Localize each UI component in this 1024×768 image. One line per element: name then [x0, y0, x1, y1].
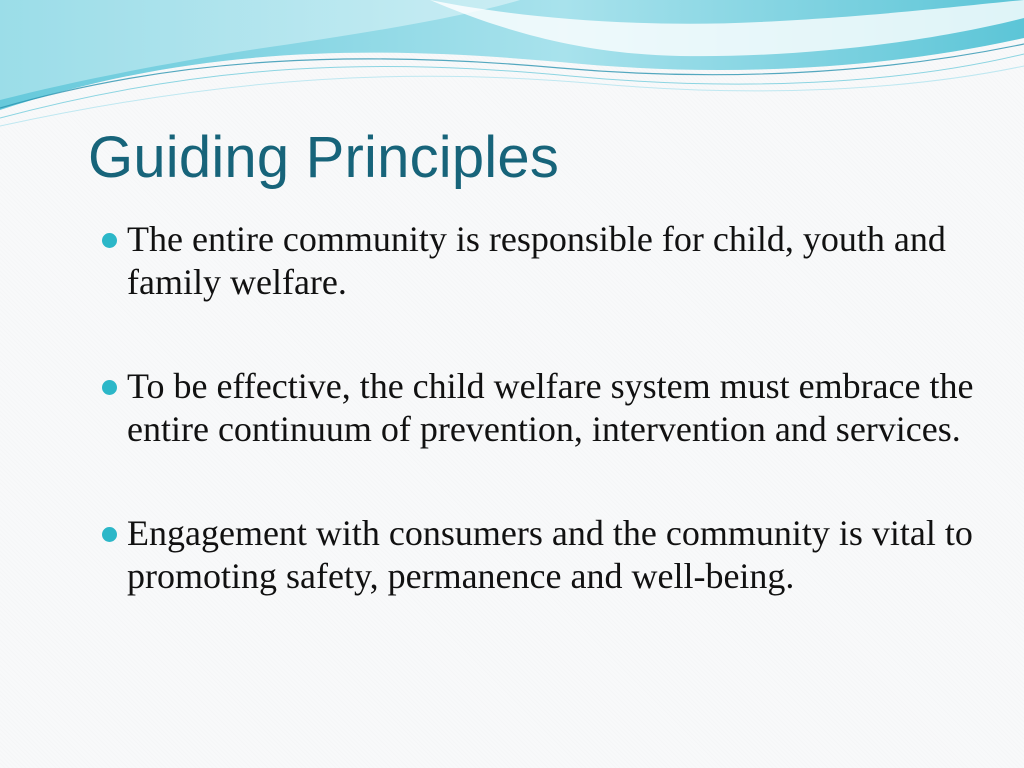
bullet-item [100, 512, 1000, 598]
bullet-text: Engagement with consumers and the community is vital to promoting safety, permanence and well-being. [127, 513, 973, 596]
bullet-list [100, 218, 1000, 598]
bullet-dot-icon [102, 527, 117, 542]
bullet-dot-icon [102, 380, 117, 395]
bullet-item [100, 365, 1000, 451]
decorative-wave-banner [0, 0, 1024, 130]
bullet-dot-icon [102, 233, 117, 248]
slide-title: Guiding Principles [88, 125, 560, 190]
bullet-item [100, 218, 1000, 304]
bullet-text: The entire community is responsible for child, youth and family welfare. [127, 219, 946, 302]
bullet-text: To be effective, the child welfare system must embrace the entire continuum of prevention, intervention and services. [127, 366, 974, 449]
